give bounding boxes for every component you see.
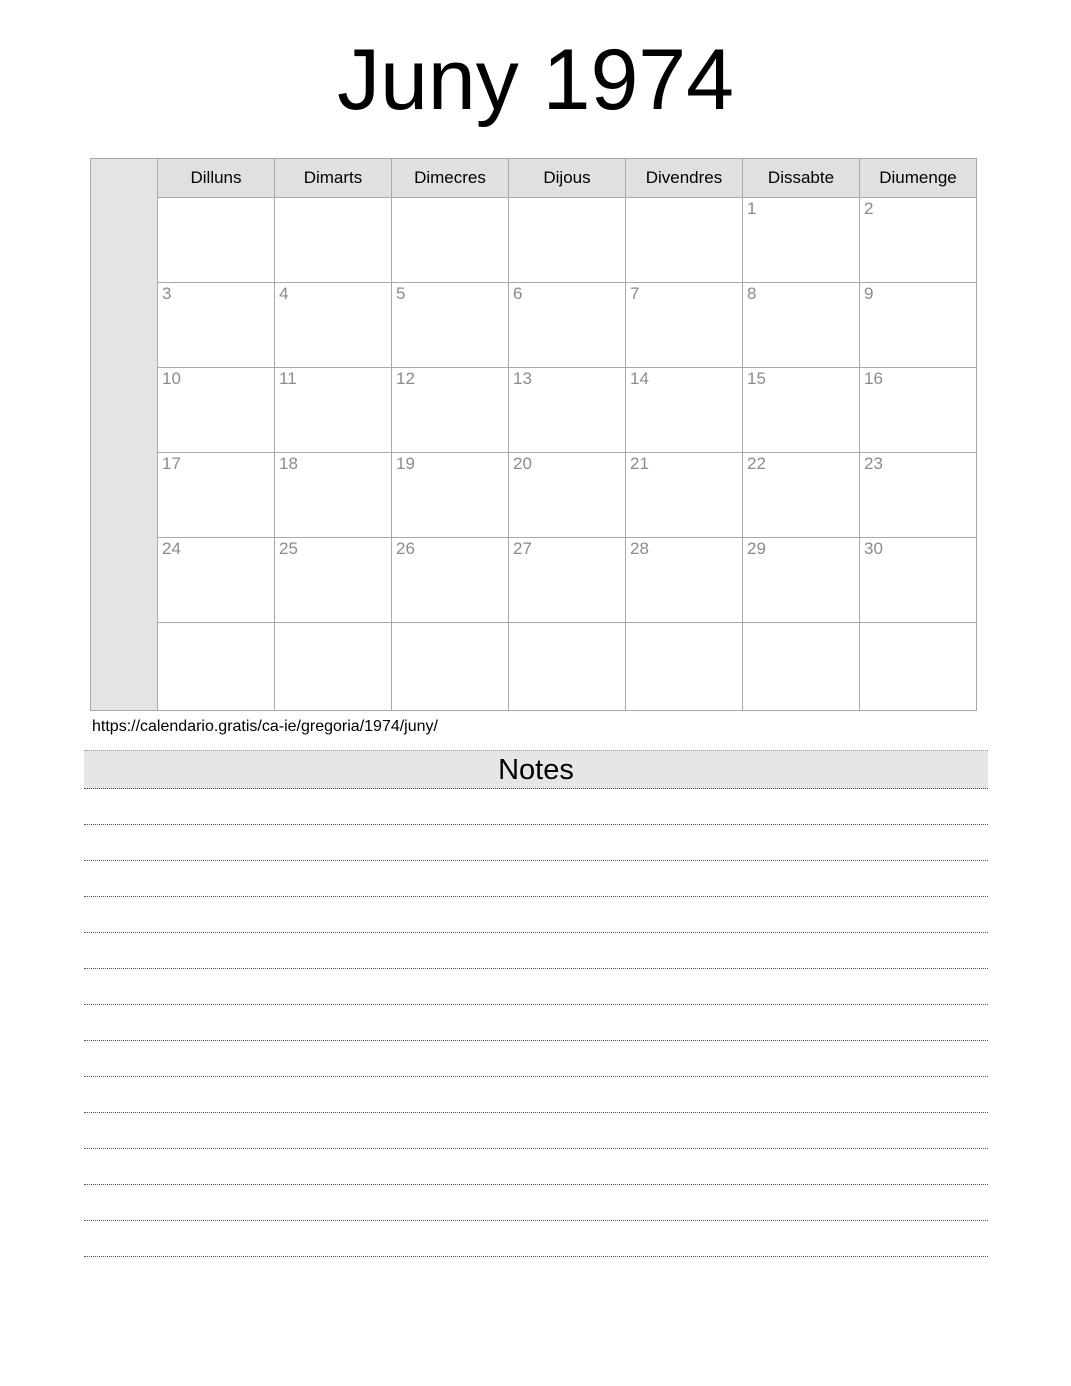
note-line [84, 1076, 988, 1077]
day-cell-29: 29 [743, 537, 860, 622]
day-cell-11: 11 [275, 367, 392, 452]
note-line [84, 1148, 988, 1149]
day-cell-7: 7 [626, 282, 743, 367]
day-header-dilluns: Dilluns [158, 158, 275, 197]
day-cell-empty [509, 197, 626, 282]
day-cell-5: 5 [392, 282, 509, 367]
calendar-week-row [91, 622, 977, 710]
week-number-column [91, 158, 158, 710]
note-line [84, 896, 988, 897]
day-cell-12: 12 [392, 367, 509, 452]
day-cell-empty [743, 622, 860, 710]
note-line [84, 824, 988, 825]
notes-header [84, 750, 988, 789]
note-line [84, 860, 988, 861]
day-cell-21: 21 [626, 452, 743, 537]
day-cell-empty [275, 197, 392, 282]
day-header-divendres: Divendres [626, 158, 743, 197]
calendar-week-row [91, 452, 977, 537]
day-header-diumenge: Diumenge [860, 158, 977, 197]
calendar-week-row [91, 537, 977, 622]
day-cell-empty [509, 622, 626, 710]
day-cell-13: 13 [509, 367, 626, 452]
day-cell-28: 28 [626, 537, 743, 622]
day-cell-3: 3 [158, 282, 275, 367]
day-cell-9: 9 [860, 282, 977, 367]
day-cell-2: 2 [860, 197, 977, 282]
day-cell-30: 30 [860, 537, 977, 622]
day-cell-4: 4 [275, 282, 392, 367]
day-cell-14: 14 [626, 367, 743, 452]
page-title: Juny 1974 [337, 32, 734, 128]
calendar-header-row [91, 158, 977, 197]
day-cell-empty [626, 622, 743, 710]
source-url: https://calendario.gratis/ca-ie/gregoria/1974/juny/ [92, 717, 438, 735]
day-cell-18: 18 [275, 452, 392, 537]
day-cell-empty [626, 197, 743, 282]
day-cell-empty [275, 622, 392, 710]
calendar-week-row [91, 282, 977, 367]
day-header-dimecres: Dimecres [392, 158, 509, 197]
day-cell-empty [392, 197, 509, 282]
calendar-table [90, 158, 977, 711]
day-cell-19: 19 [392, 452, 509, 537]
day-cell-10: 10 [158, 367, 275, 452]
day-cell-16: 16 [860, 367, 977, 452]
day-header-dimarts: Dimarts [275, 158, 392, 197]
day-cell-23: 23 [860, 452, 977, 537]
day-cell-22: 22 [743, 452, 860, 537]
day-header-dissabte: Dissabte [743, 158, 860, 197]
day-cell-25: 25 [275, 537, 392, 622]
day-cell-24: 24 [158, 537, 275, 622]
day-cell-20: 20 [509, 452, 626, 537]
day-cell-8: 8 [743, 282, 860, 367]
note-line [84, 1004, 988, 1005]
day-cell-1: 1 [743, 197, 860, 282]
note-line [84, 1184, 988, 1185]
day-cell-empty [860, 622, 977, 710]
day-cell-26: 26 [392, 537, 509, 622]
day-cell-empty [158, 622, 275, 710]
note-line [84, 1220, 988, 1221]
notes-section [84, 750, 988, 1257]
day-header-dijous: Dijous [509, 158, 626, 197]
note-line [84, 968, 988, 969]
notes-lines [84, 824, 988, 1257]
day-cell-6: 6 [509, 282, 626, 367]
day-cell-15: 15 [743, 367, 860, 452]
notes-title: Notes [498, 753, 574, 786]
note-line [84, 932, 988, 933]
day-cell-empty [158, 197, 275, 282]
day-cell-empty [392, 622, 509, 710]
note-line [84, 1256, 988, 1257]
day-cell-17: 17 [158, 452, 275, 537]
day-cell-27: 27 [509, 537, 626, 622]
calendar-week-row [91, 367, 977, 452]
note-line [84, 1040, 988, 1041]
note-line [84, 1112, 988, 1113]
calendar-week-row [91, 197, 977, 282]
